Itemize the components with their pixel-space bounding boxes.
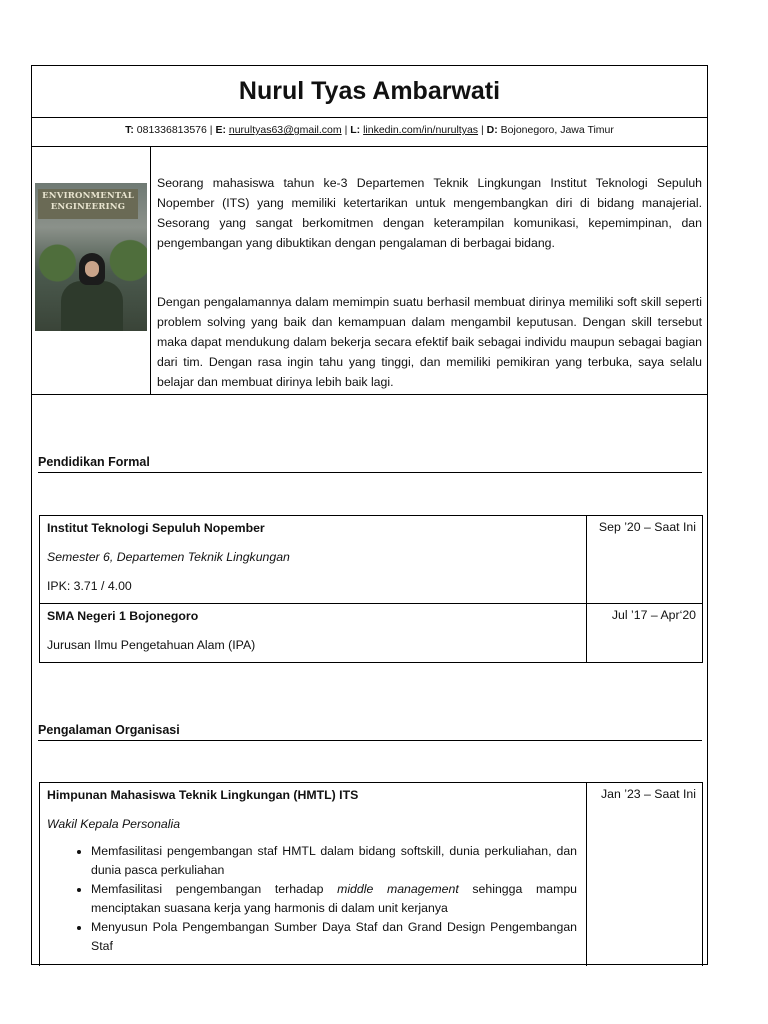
email-label: E: <box>215 124 226 136</box>
bullet-text: Memfasilitasi pengembangan terhadap <box>91 882 338 896</box>
phone-number: 081336813576 <box>136 124 207 136</box>
photo-banner <box>38 189 138 219</box>
linkedin-link[interactable]: linkedin.com/in/nurultyas <box>363 124 479 136</box>
institution-name: SMA Negeri 1 Bojonegoro <box>47 609 199 623</box>
list-item <box>91 880 579 918</box>
photo-cell <box>32 146 151 394</box>
separator: | <box>209 124 213 136</box>
education-date: Sep ’20 – Saat Ini <box>598 520 696 534</box>
education-date: Jul ’17 – Apr‘20 <box>611 608 696 622</box>
phone-label: T: <box>125 124 134 136</box>
photo-person-body <box>61 281 123 331</box>
education-entry <box>40 516 702 604</box>
education-table <box>39 515 703 663</box>
education-entry <box>40 604 702 662</box>
organization-date: Jan ’23 – Saat Ini <box>600 787 696 801</box>
bullet-text: sehingga mampu menciptakan suasana kerja yang harmonis di dalam unit kerjanya <box>91 882 577 915</box>
list-item: • Memfasilitasi pengembangan staf HMTL dalam bidang softskill, dunia perkuliahan, dan dunia pasca perkuliahan <box>91 842 579 880</box>
separator: | <box>344 124 348 136</box>
organization-entry <box>40 783 702 966</box>
education-detail: Jurusan Ilmu Pengetahuan Alam (IPA) <box>47 638 256 652</box>
responsibility-list <box>47 842 579 956</box>
list-item: • Menyusun Pola Pengembangan Sumber Daya Staf dan Grand Design Pengembangan Staf <box>91 918 579 956</box>
email-link[interactable]: nurultyas63@gmail.com <box>228 124 342 136</box>
bullet-emphasis: middle management <box>337 882 459 896</box>
education-gpa: IPK: 3.71 / 4.00 <box>47 579 132 593</box>
profile-section <box>32 146 707 395</box>
resume-frame <box>31 65 708 965</box>
name-header <box>32 66 707 118</box>
institution-name: Institut Teknologi Sepuluh Nopember <box>47 521 265 535</box>
contact-bar <box>32 117 707 147</box>
separator: | <box>480 124 484 136</box>
profile-paragraph: Dengan pengalamannya dalam memimpin suatu berhasil membuat dirinya memiliki soft skill seperti problem solving yang baik dan kemampuan dalam mengambil keputusan. Dengan skill tersebut maka dapat mendukung dalam bekerja secara efektif baik sebagai individu maupun sebagai bagian dari tim. Dengan rasa ingin tahu yang tinggi, dan memiliki pemikiran yang terbuka, saya selalu belajar dan membuat dirinya lebih baik lagi. <box>157 295 702 389</box>
profile-photo <box>35 183 147 331</box>
linkedin-label: L: <box>350 124 361 136</box>
organization-table <box>39 782 703 966</box>
organization-heading: Pengalaman Organisasi <box>38 723 702 741</box>
photo-person-face <box>85 261 99 277</box>
organization-role: Wakil Kepala Personalia <box>47 817 181 831</box>
education-heading: Pendidikan Formal <box>38 455 702 473</box>
organization-name: Himpunan Mahasiswa Teknik Lingkungan (HMTL) ITS <box>47 788 359 802</box>
domicile: Bojonegoro, Jawa Timur <box>500 124 614 136</box>
profile-paragraph: Seorang mahasiswa tahun ke-3 Departemen Teknik Lingkungan Institut Teknologi Sepuluh Nopember (ITS) yang memiliki ketertarikan untuk mengembangkan diri di bidang manajerial. Sesorang yang sangat berkomitmen dengan keterampilan komunikasi, kepemimpinan, dan pengembangan yang dibuktikan dengan pengalaman di berbagai bidang. <box>157 176 702 250</box>
profile-summary <box>157 173 702 392</box>
banner-line: ENGINEERING <box>50 202 126 212</box>
banner-line: ENVIRONMENTAL <box>42 191 134 201</box>
domicile-label: D: <box>486 124 498 136</box>
education-detail: Semester 6, Departemen Teknik Lingkungan <box>47 550 290 564</box>
full-name: Nurul Tyas Ambarwati <box>238 77 501 105</box>
